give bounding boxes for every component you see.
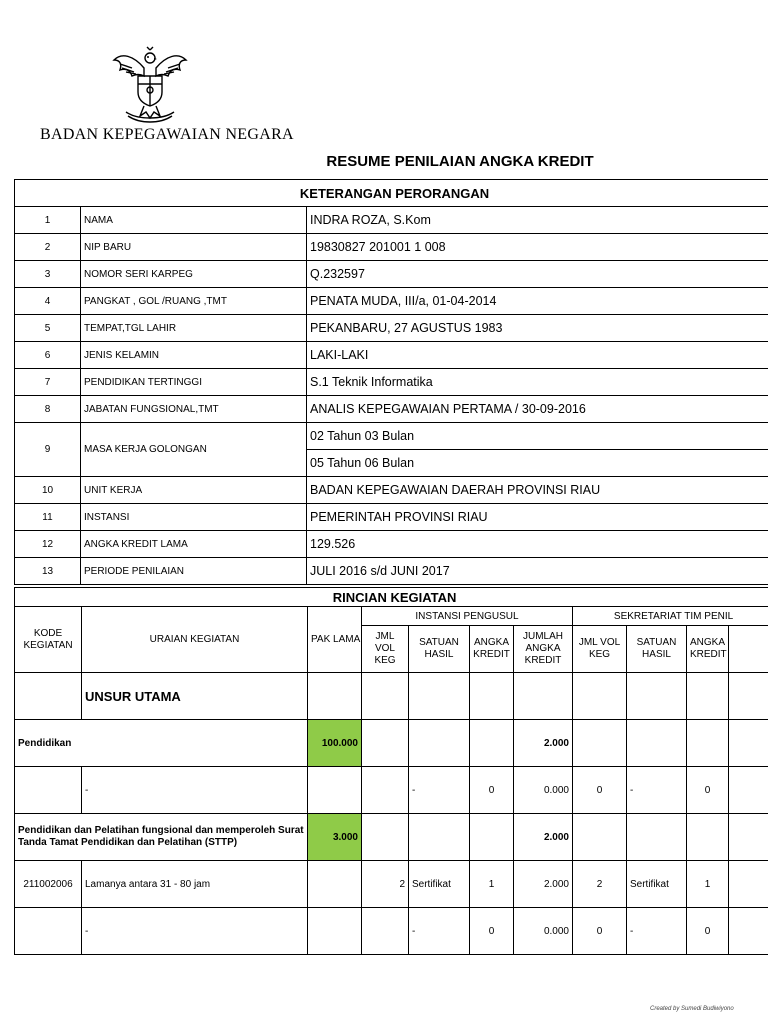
- col-jumlah-header: JUMLAH ANGKA KREDIT: [514, 626, 573, 673]
- field-value: 05 Tahun 06 Bulan: [307, 450, 768, 477]
- personal-details-table: [14, 179, 768, 585]
- field-label: NAMA: [81, 207, 307, 234]
- group-instansi-header: INSTANSI PENGUSUL: [362, 607, 573, 626]
- field-label: ANGKA KREDIT LAMA: [81, 531, 307, 558]
- agency-name: BADAN KEPEGAWAIAN NEGARA: [40, 126, 294, 143]
- table-row: 3 NOMOR SERI KARPEG Q.232597: [15, 261, 768, 288]
- table-row: [15, 673, 768, 720]
- table-row: 7 PENDIDIKAN TERTINGGI S.1 Teknik Informatika: [15, 369, 768, 396]
- field-value: PENATA MUDA, III/a, 01-04-2014: [307, 288, 768, 315]
- activities-section-title: RINCIAN KEGIATAN: [15, 588, 768, 607]
- table-row: 10 UNIT KERJA BADAN KEPEGAWAIAN DAERAH PROVINSI RIAU: [15, 477, 768, 504]
- activities-table: [14, 587, 768, 955]
- field-value: ANALIS KEPEGAWAIAN PERTAMA / 30-09-2016: [307, 396, 768, 423]
- col-s-angka-header: ANGKA KREDIT: [687, 626, 729, 673]
- table-row: - - 0 0.000 0 - 0: [15, 908, 768, 955]
- unsur-label: UNSUR UTAMA: [82, 673, 308, 720]
- field-label: PERIODE PENILAIAN: [81, 558, 307, 585]
- field-value: S.1 Teknik Informatika: [307, 369, 768, 396]
- field-label: MASA KERJA GOLONGAN: [81, 423, 307, 477]
- jumlah-value: 2.000: [514, 814, 573, 861]
- uraian-value: Lamanya antara 31 - 80 jam: [82, 861, 308, 908]
- uraian-value: -: [82, 908, 308, 955]
- table-row: 11 INSTANSI PEMERINTAH PROVINSI RIAU: [15, 504, 768, 531]
- group-label: Pendidikan: [15, 720, 308, 767]
- kode-value: 211002006: [15, 861, 82, 908]
- field-value: PEKANBARU, 27 AGUSTUS 1983: [307, 315, 768, 342]
- pak-lama-value: 3.000: [308, 814, 362, 861]
- field-label: UNIT KERJA: [81, 477, 307, 504]
- table-row: 211002006 Lamanya antara 31 - 80 jam 2 Sertifikat 1 2.000 2 Sertifikat 1: [15, 861, 768, 908]
- field-label: NIP BARU: [81, 234, 307, 261]
- uraian-value: -: [82, 767, 308, 814]
- field-label: NOMOR SERI KARPEG: [81, 261, 307, 288]
- table-row: 13 PERIODE PENILAIAN JULI 2016 s/d JUNI 2017: [15, 558, 768, 585]
- table-row: [15, 814, 768, 861]
- table-row: 5 TEMPAT,TGL LAHIR PEKANBARU, 27 AGUSTUS 1983: [15, 315, 768, 342]
- table-row: 6 JENIS KELAMIN LAKI-LAKI: [15, 342, 768, 369]
- field-label: PENDIDIKAN TERTINGGI: [81, 369, 307, 396]
- field-label: PANGKAT , GOL /RUANG ,TMT: [81, 288, 307, 315]
- table-row: - - 0 0.000 0 - 0: [15, 767, 768, 814]
- field-label: TEMPAT,TGL LAHIR: [81, 315, 307, 342]
- field-value: 02 Tahun 03 Bulan: [307, 423, 768, 450]
- field-label: JENIS KELAMIN: [81, 342, 307, 369]
- table-row: 12 ANGKA KREDIT LAMA 129.526: [15, 531, 768, 558]
- table-row: [15, 720, 768, 767]
- table-row: 1 NAMA INDRA ROZA, S.Kom: [15, 207, 768, 234]
- field-label: INSTANSI: [81, 504, 307, 531]
- field-value: BADAN KEPEGAWAIAN DAERAH PROVINSI RIAU: [307, 477, 768, 504]
- col-pak-lama-header: PAK LAMA: [308, 607, 362, 673]
- personal-section-title: KETERANGAN PERORANGAN: [15, 180, 768, 207]
- pak-lama-value: 100.000: [308, 720, 362, 767]
- footer-credit: Created by Sumedi Budiwiyono: [650, 1006, 734, 1012]
- field-value: 129.526: [307, 531, 768, 558]
- group-sekretariat-header: SEKRETARIAT TIM PENIL: [573, 607, 768, 626]
- field-value: LAKI-LAKI: [307, 342, 768, 369]
- col-s-jml-vol-header: JML VOL KEG: [573, 626, 627, 673]
- col-jml-vol-header: JML VOL KEG: [362, 626, 409, 673]
- field-value: INDRA ROZA, S.Kom: [307, 207, 768, 234]
- jumlah-value: 2.000: [514, 720, 573, 767]
- col-kode-header: KODE KEGIATAN: [15, 607, 82, 673]
- table-row: 9 MASA KERJA GOLONGAN 02 Tahun 03 Bulan: [15, 423, 768, 450]
- table-row: 4 PANGKAT , GOL /RUANG ,TMT PENATA MUDA, III/a, 01-04-2014: [15, 288, 768, 315]
- table-row: 2 NIP BARU 19830827 201001 1 008: [15, 234, 768, 261]
- table-row: 8 JABATAN FUNGSIONAL,TMT ANALIS KEPEGAWAIAN PERTAMA / 30-09-2016: [15, 396, 768, 423]
- field-value: 19830827 201001 1 008: [307, 234, 768, 261]
- group-label: Pendidikan dan Pelatihan fungsional dan memperoleh Surat Tanda Tamat Pendidikan dan Pelatihan (STTP): [15, 814, 308, 861]
- garuda-emblem-icon: [110, 46, 190, 126]
- field-value: Q.232597: [307, 261, 768, 288]
- field-value: PEMERINTAH PROVINSI RIAU: [307, 504, 768, 531]
- col-angka-header: ANGKA KREDIT: [470, 626, 514, 673]
- col-uraian-header: URAIAN KEGIATAN: [82, 607, 308, 673]
- col-s-satuan-header: SATUAN HASIL: [627, 626, 687, 673]
- document-title: RESUME PENILAIAN ANGKA KREDIT: [326, 153, 594, 170]
- col-satuan-header: SATUAN HASIL: [409, 626, 470, 673]
- field-label: JABATAN FUNGSIONAL,TMT: [81, 396, 307, 423]
- field-value: JULI 2016 s/d JUNI 2017: [307, 558, 768, 585]
